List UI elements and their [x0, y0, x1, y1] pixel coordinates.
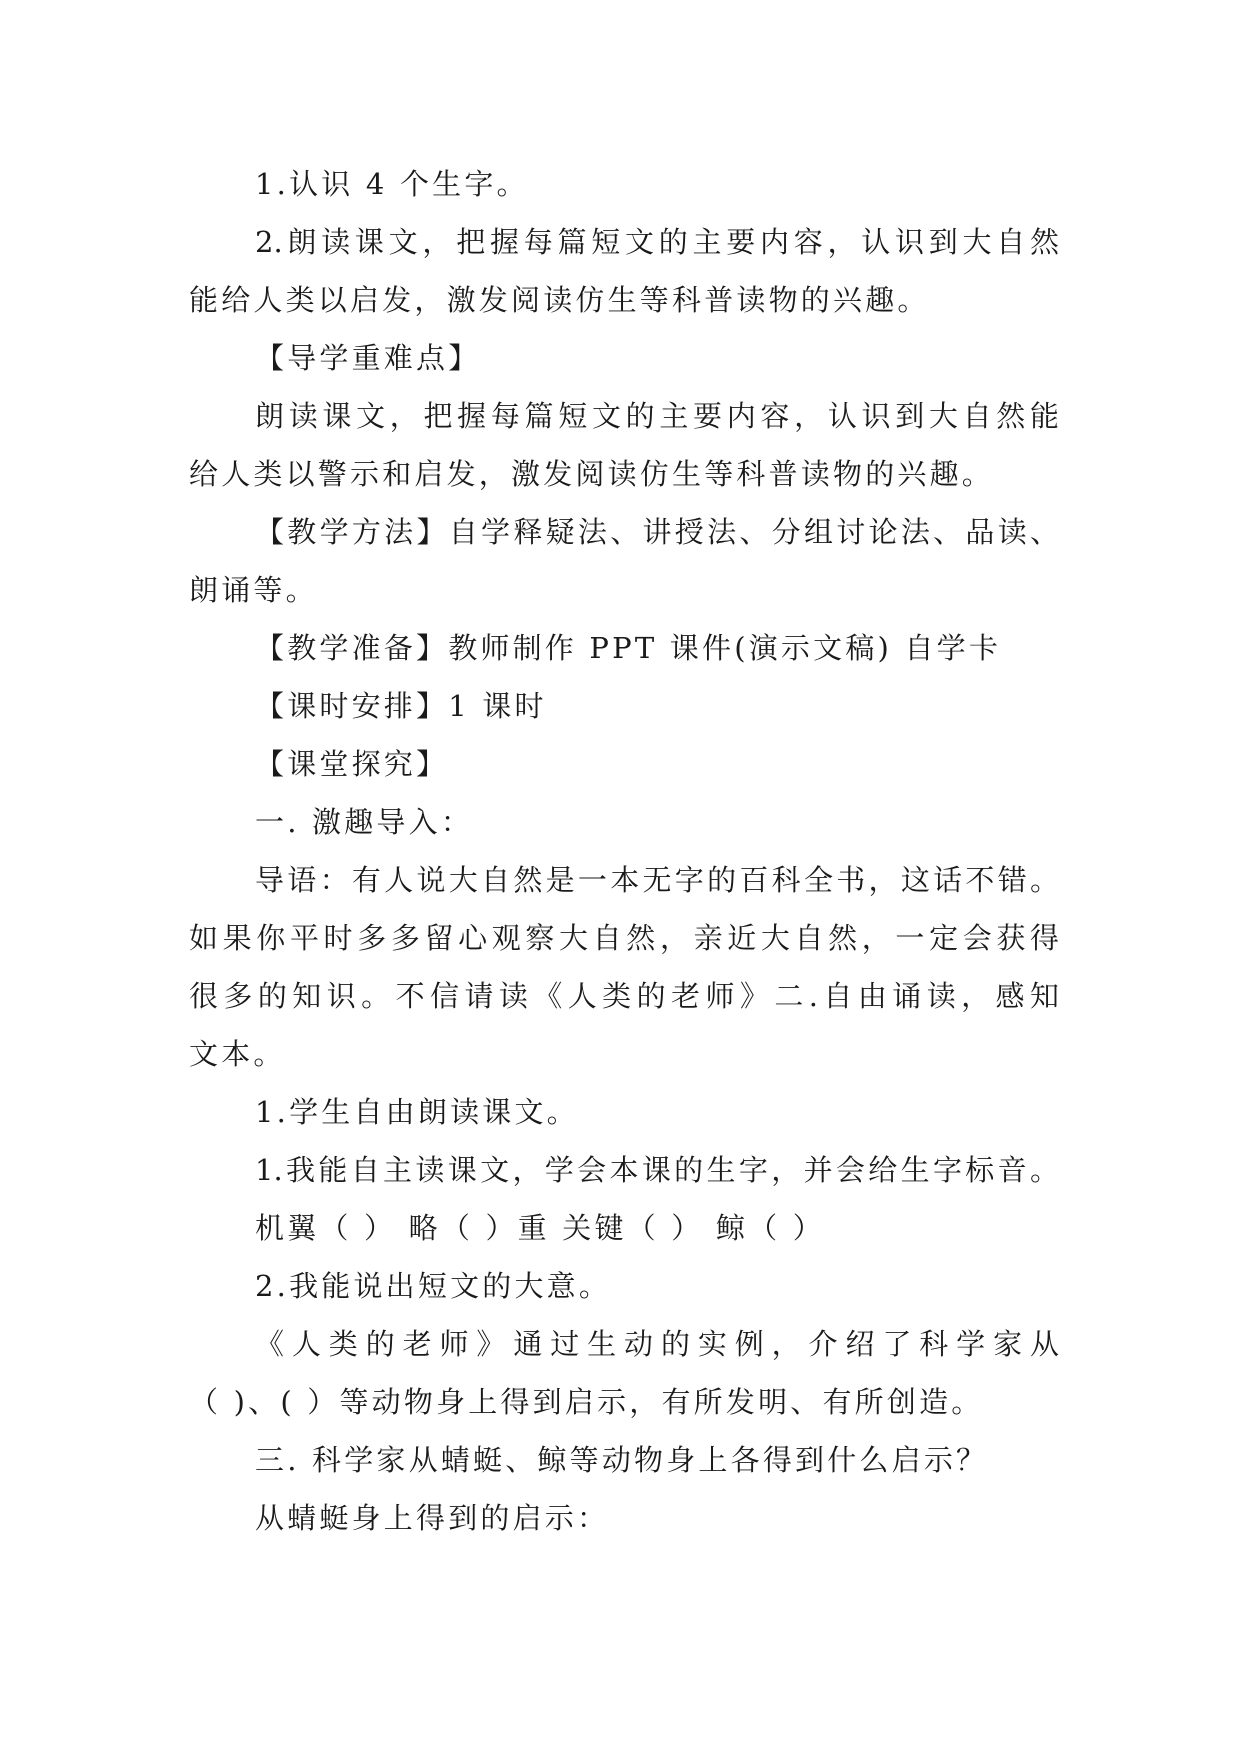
objective-1-line: 1.认识 4 个生字。 [255, 167, 529, 201]
section-three-heading: 三. 科学家从蜻蜓、鲸等动物身上各得到什么启示？ [255, 1443, 989, 1477]
key-difficulties-heading: 【导学重难点】 [255, 341, 481, 375]
objective-2-line: 2.朗读课文，把握每篇短文的主要内容，认识到大自然 [255, 225, 1059, 259]
objective-2-continuation-line: 能给人类以启发，激发阅读仿生等科普读物的兴趣。 [189, 283, 930, 317]
introduction-line-2: 如果你平时多多留心观察大自然，亲近大自然，一定会获得 [189, 921, 1059, 955]
key-difficulties-continuation-line: 给人类以警示和启发，激发阅读仿生等科普读物的兴趣。 [189, 457, 995, 491]
teaching-methods-continuation-line: 朗诵等。 [189, 573, 318, 607]
task-read-aloud-line: 1.学生自由朗读课文。 [255, 1095, 579, 1129]
summary-line-2: （ )、( ）等动物身上得到启示，有所发明、有所创造。 [189, 1385, 984, 1419]
teaching-preparation-line: 【教学准备】教师制作 PPT 课件(演示文稿) 自学卡 [255, 631, 1002, 665]
section-one-heading: 一. 激趣导入： [255, 805, 474, 839]
key-difficulties-line: 朗读课文，把握每篇短文的主要内容，认识到大自然能 [255, 399, 1059, 433]
introduction-line-1: 导语：有人说大自然是一本无字的百科全书，这话不错。 [255, 863, 1059, 897]
task-main-idea-line: 2.我能说出短文的大意。 [255, 1269, 612, 1303]
summary-line-1: 《人类的老师》通过生动的实例，介绍了科学家从 [255, 1327, 1059, 1361]
dragonfly-inspiration-line: 从蜻蜓身上得到的启示： [255, 1501, 610, 1535]
classroom-inquiry-heading: 【课堂探究】 [255, 747, 449, 781]
introduction-line-3: 很多的知识。不信请读《人类的老师》二.自由诵读，感知 [189, 979, 1059, 1013]
task-self-study-line: 1.我能自主读课文，学会本课的生字，并会给生字标音。 [255, 1153, 1059, 1187]
introduction-line-4: 文本。 [189, 1037, 286, 1071]
lesson-schedule-line: 【课时安排】1 课时 [255, 689, 547, 723]
teaching-methods-line: 【教学方法】自学释疑法、讲授法、分组讨论法、品读、 [255, 515, 1059, 549]
vocabulary-pinyin-line: 机翼（ ） 略（ ）重 关键（ ） 鲸（ ） [255, 1211, 825, 1245]
